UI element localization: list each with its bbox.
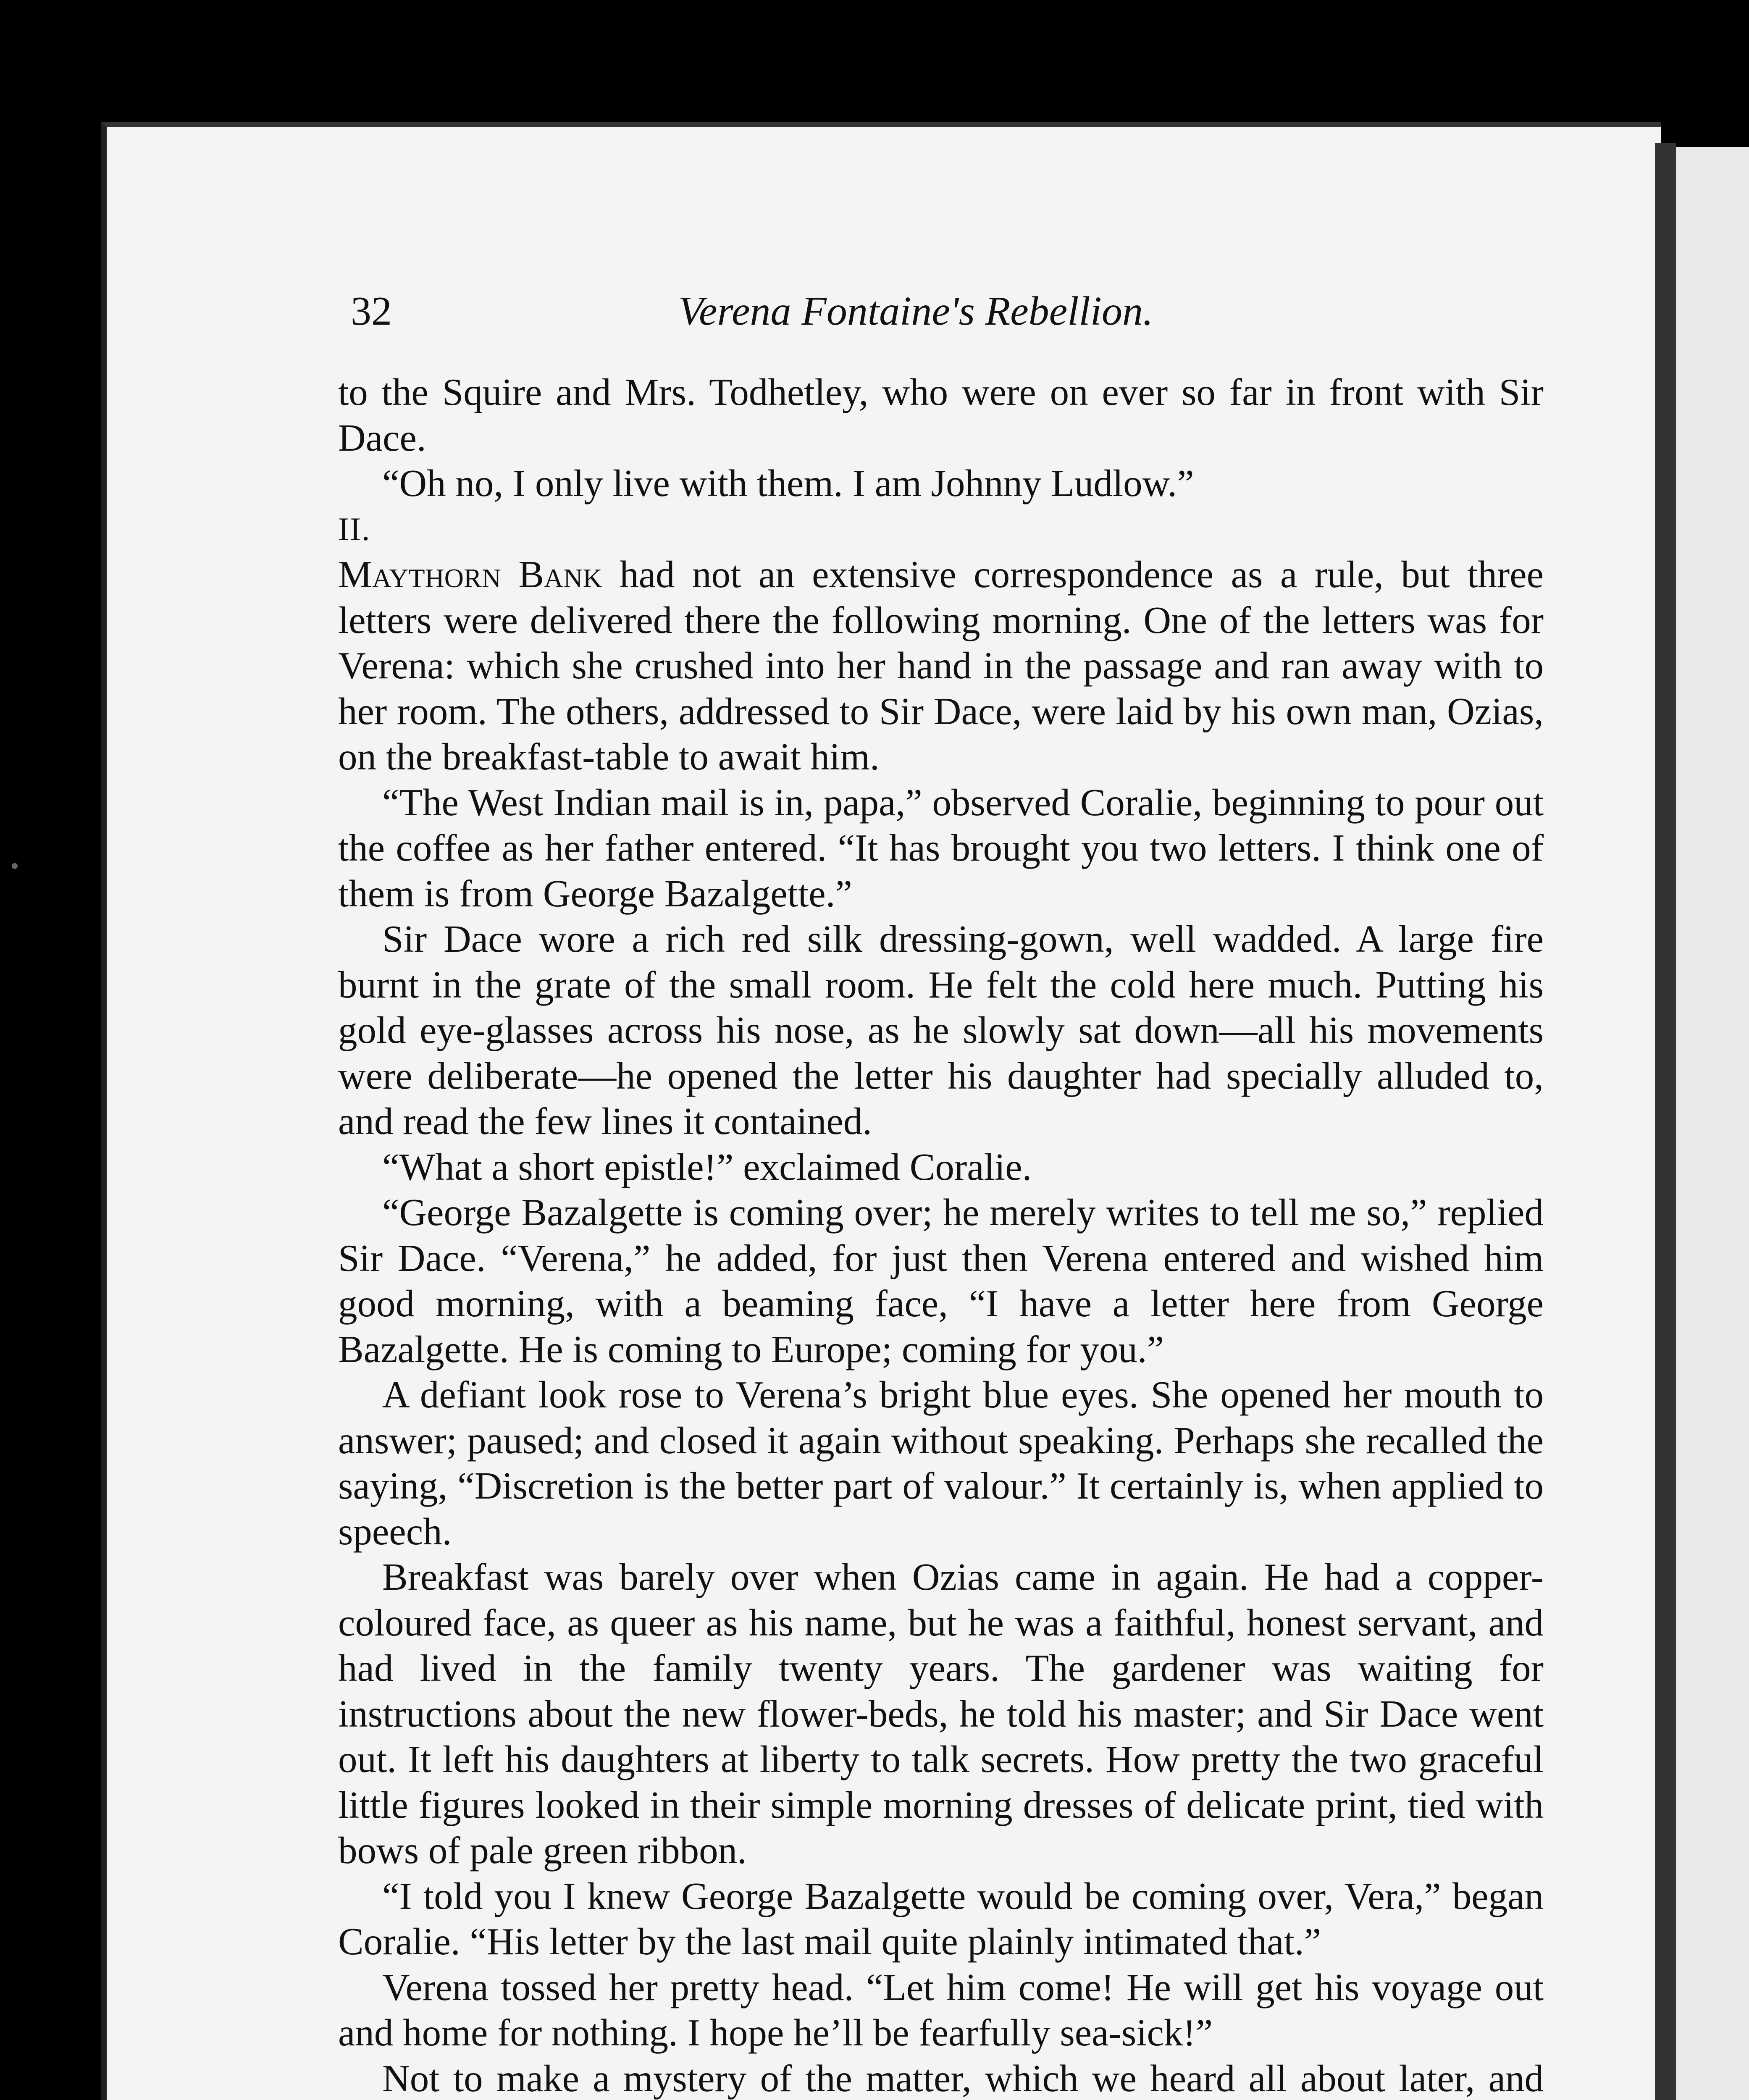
paragraph-9: Breakfast was barely over when Ozias came in again. He had a copper-coloured face, as queer as his name, but he was a faithful, honest servant, and had lived in the family twenty years. The gardener was waiting for instructions about the new flower-beds, he told his master; and Sir Dace went out. It left his daughters at liberty to talk secrets. How pretty the two graceful little figures looked in their simple morning dresses of delicate print, tied with bows of pale green ribbon.	[338, 1556, 1544, 1872]
section-heading: II.	[338, 510, 371, 547]
paragraph-6: “What a short epistle!” exclaimed Coralie.	[382, 1145, 1032, 1188]
page-gutter-shadow	[1655, 143, 1676, 2100]
paragraph-1: to the Squire and Mrs. Todhetley, who were on ever so far in front with Sir Dace.	[338, 371, 1544, 459]
page-number: 32	[351, 289, 392, 334]
paragraph-3	[338, 552, 1544, 780]
paragraph-7: “George Bazalgette is coming over; he merely writes to tell me so,” replied Sir Dace. “Verena,” he added, for just then Verena entered and wished him good morning, with a beaming face, “I have a letter here from George Bazalgette. He is coming to Europe; coming for you.”	[338, 1191, 1544, 1370]
running-title: Verena Fontaine's Rebellion.	[678, 289, 1153, 334]
paragraph-11: Verena tossed her pretty head. “Let him come! He will get his voyage out and home for nothing. I hope he’ll be fearfully sea-sick!”	[338, 1966, 1544, 2054]
scan-speck	[12, 863, 18, 869]
paragraph-10: “I told you I knew George Bazalgette would be coming over, Vera,” began Coralie. “His letter by the last mail quite plainly intimated that.”	[338, 1874, 1544, 1963]
body-text	[338, 370, 1544, 2100]
paragraph-3-lead: Maythorn Bank	[338, 553, 602, 596]
adjacent-page-edge	[1676, 147, 1749, 2100]
paragraph-8: A defiant look rose to Verena’s bright blue eyes. She opened her mouth to answer; paused; and closed it again without speaking. Perhaps she recalled the saying, “Discretion is the better part of valour.” It certainly is, when applied to speech.	[338, 1373, 1544, 1553]
paragraph-3-rest: had not an extensive correspondence as a rule, but three letters were delivered there the following morning. One of the letters was for Verena: which she crushed into her hand in the passage and ran away with to her room. The others, addressed to Sir Dace, were laid by his own man, Ozias, on the breakfast-table to await him.	[338, 553, 1544, 778]
paragraph-4: “The West Indian mail is in, papa,” observed Coralie, beginning to pour out the coffee as her father entered. “It has brought you two letters. I think one of them is from George Bazalgette.”	[338, 781, 1544, 915]
paragraph-2: “Oh no, I only live with them. I am Johnny Ludlow.”	[382, 462, 1194, 504]
running-header	[351, 288, 1544, 346]
paragraph-5: Sir Dace wore a rich red silk dressing-gown, well wadded. A large fire burnt in the grate of the small room. He felt the cold here much. Putting his gold eye-glasses across his nose, as he slowly sat down—all his movements were deliberate—he opened the letter his daughter had specially alluded to, and read the few lines it contained.	[338, 918, 1544, 1142]
paragraph-12: Not to make a mystery of the matter, which we heard all about later, and	[382, 2057, 1544, 2100]
